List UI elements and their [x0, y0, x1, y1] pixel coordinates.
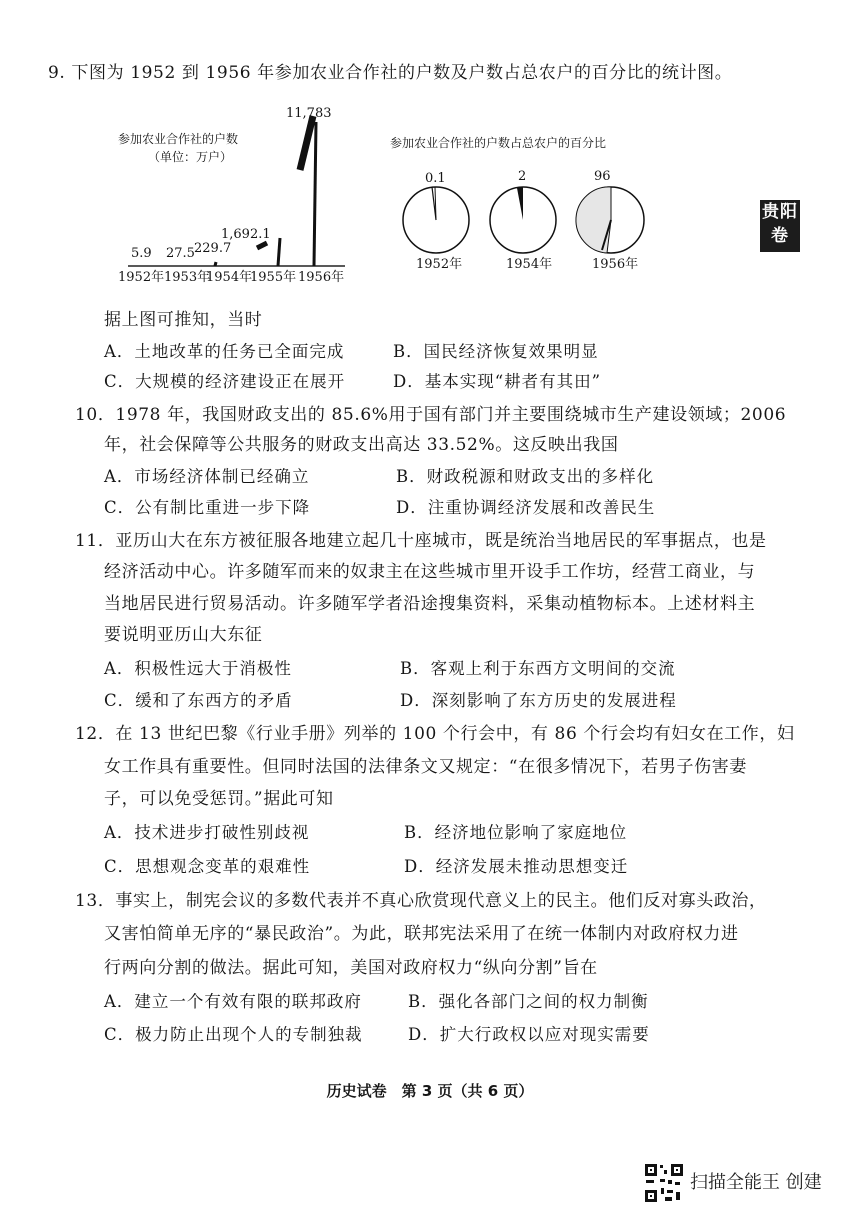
bar-1954 — [215, 262, 216, 266]
pie-chart-title: 参加农业合作社的户数占总农户的百分比 — [390, 136, 607, 150]
q10-option-a: A．市场经济体制已经确立 — [104, 467, 310, 486]
q11-option-d: D．深刻影响了东方历史的发展进程 — [400, 691, 677, 710]
pie-charts-svg — [395, 180, 655, 260]
bar-1956-a — [300, 116, 313, 170]
region-tab-line2: 卷 — [771, 226, 789, 246]
qr-code-icon — [643, 1162, 685, 1204]
q9-lead: 据上图可推知，当时 — [104, 310, 263, 330]
bar-chart-title: 参加农业合作社的户数 — [118, 132, 239, 146]
q12-line2: 女工作具有重要性。但同时法国的法律条文又规定：“在很多情况下，若男子伤害妻 — [104, 757, 747, 777]
q13-line3: 行两向分割的做法。据此可知，美国对政府权力“纵向分割”旨在 — [104, 958, 598, 978]
q11-option-a: A．积极性远大于消极性 — [104, 659, 292, 678]
q11-line4: 要说明亚历山大东征 — [104, 625, 263, 645]
q13-option-c: C．极力防止出现个人的专制独裁 — [104, 1025, 363, 1044]
q11-line1: 11．亚历山大在东方被征服各地建立起几十座城市，既是统治当地居民的军事据点，也是 — [75, 531, 767, 551]
pie-year-1956: 1956年 — [592, 257, 639, 272]
q13-line1: 13．事实上，制宪会议的多数代表并不真心欣赏现代意义上的民主。他们反对寡头政治， — [75, 891, 767, 911]
q10-line2: 年，社会保障等公共服务的财政支出高达 33.52%。这反映出我国 — [104, 435, 619, 455]
value-1956: 11,783 — [286, 106, 332, 121]
q11-option-b: B．客观上利于东西方文明间的交流 — [400, 659, 676, 678]
value-1952: 5.9 — [131, 246, 152, 261]
pie-value-1952: 0.1 — [425, 171, 446, 186]
pie-1956-slice — [576, 187, 611, 253]
q12-option-d: D．经济发展未推动思想变迁 — [404, 857, 629, 876]
pie-value-1956: 96 — [594, 169, 611, 184]
q9-option-a: A．土地改革的任务已全面完成 — [104, 342, 345, 361]
q12-line1: 12．在 13 世纪巴黎《行业手册》列举的 100 个行会中，有 86 个行会均有妇女在工作，妇 — [75, 724, 795, 744]
q13-option-b: B．强化各部门之间的权力制衡 — [408, 992, 649, 1011]
q9-option-d: D．基本实现“耕者有其田” — [393, 372, 602, 391]
pie-year-1954: 1954年 — [506, 257, 553, 272]
q10-line1: 10．1978 年，我国财政支出的 85.6%用于国有部门并主要围绕城市生产建设领域；2006 — [75, 405, 787, 425]
year-1952: 1952年 — [118, 270, 165, 285]
year-1953: 1953年 — [164, 270, 211, 285]
q12-line3: 子，可以免受惩罚。”据此可知 — [104, 789, 334, 809]
value-1955: 1,692.1 — [221, 227, 271, 242]
bar-chart-unit: （单位：万户） — [148, 150, 233, 164]
bar-1955-b — [278, 238, 280, 266]
value-1954: 229.7 — [194, 241, 232, 256]
q9-stem: 9. 下图为 1952 到 1956 年参加农业合作社的户数及户数占总农户的百分比的统计图。 — [48, 63, 733, 83]
q10-option-b: B．财政税源和财政支出的多样化 — [396, 467, 655, 486]
q9-option-c: C．大规模的经济建设正在展开 — [104, 372, 346, 391]
scanner-watermark: 扫描全能王 创建 — [690, 1172, 822, 1193]
pie-value-1954: 2 — [518, 169, 527, 184]
bar-1956-b — [314, 122, 316, 266]
bar-1955-a — [257, 243, 267, 248]
q10-option-c: C．公有制比重进一步下降 — [104, 498, 311, 517]
year-1955: 1955年 — [250, 270, 297, 285]
q11-line3: 当地居民进行贸易活动。许多随军学者沿途搜集资料，采集动植物标本。上述材料主 — [104, 594, 756, 614]
region-tab-line1: 贵阳 — [762, 202, 798, 222]
bar-chart-svg — [100, 100, 360, 290]
q12-option-c: C．思想观念变革的艰难性 — [104, 857, 311, 876]
q13-option-a: A．建立一个有效有限的联邦政府 — [104, 992, 362, 1011]
value-1953: 27.5 — [166, 246, 195, 261]
q11-line2: 经济活动中心。许多随军而来的奴隶主在这些城市里开设手工作坊，经营工商业，与 — [104, 562, 756, 582]
pie-year-1952: 1952年 — [416, 257, 463, 272]
q10-option-d: D．注重协调经济发展和改善民生 — [396, 498, 656, 517]
q12-option-a: A．技术进步打破性别歧视 — [104, 823, 310, 842]
region-tab — [760, 200, 800, 252]
q11-option-c: C．缓和了东西方的矛盾 — [104, 691, 293, 710]
year-1954: 1954年 — [206, 270, 253, 285]
q12-option-b: B．经济地位影响了家庭地位 — [404, 823, 628, 842]
page-footer: 历史试卷 第 3 页（共 6 页） — [326, 1082, 534, 1100]
year-1956: 1956年 — [298, 270, 345, 285]
q13-option-d: D．扩大行政权以应对现实需要 — [408, 1025, 650, 1044]
q9-option-b: B．国民经济恢复效果明显 — [393, 342, 599, 361]
q13-line2: 又害怕简单无序的“暴民政治”。为此，联邦宪法采用了在统一体制内对政府权力进 — [104, 924, 739, 944]
